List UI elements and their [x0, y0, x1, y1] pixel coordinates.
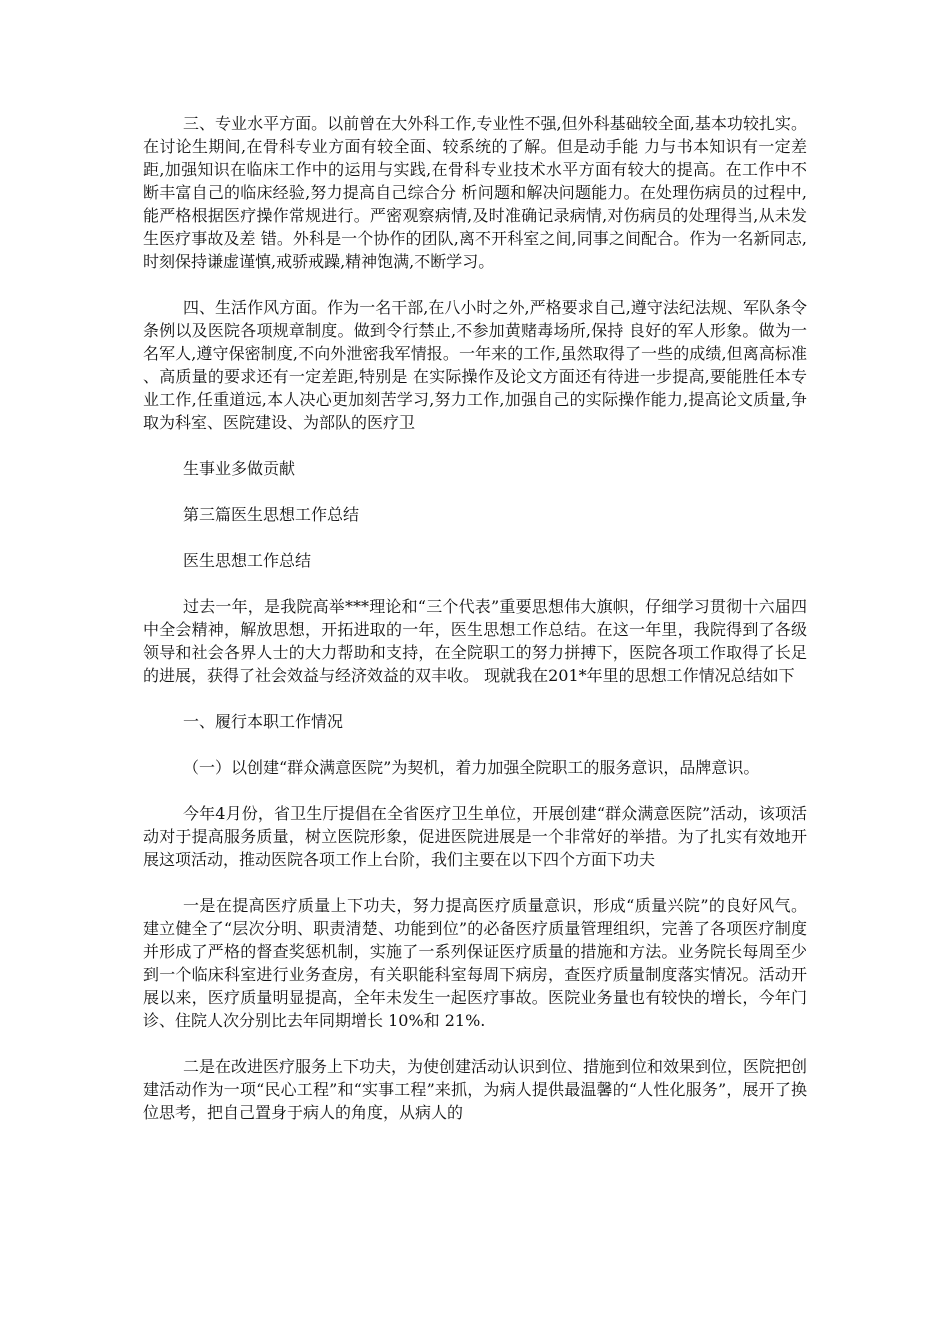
paragraph-continuation: 生事业多做贡献 [183, 459, 296, 478]
paragraph-professional-level: 三、专业水平方面。以前曾在大外科工作,专业性不强,但外科基础较全面,基本功较扎实。在讨论生期间,在骨科专业方面有较全面、较系统的了解。但是动手能 力与书本知识有一定差距,加强知识在临床工作中的运用与实践,在骨科专业技术水平方面有较大的提高。在工作中不断丰富自己的临床经验,努力提高自己综合分 析问题和解决问题能力。在处理伤病员的过程中,能严格根据医疗操作常规进行。严密观察病情,及时准确记录病情,对伤病员的处理得当,从未发生医疗事故及差 错。外科是一个协作的团队,离不开科室之间,同事之间配合。作为一名新同志,时刻保持谦虚谨慎,戒骄戒躁,精神饱满,不断学习。 [143, 114, 807, 271]
paragraph-april: 今年4月份，省卫生厅提倡在全省医疗卫生单位，开展创建“群众满意医院”活动，该项活动对于提高服务质量，树立医院形象，促进医院进展是一个非常好的举措。为了扎实有效地开展这项活动，推动医院各项工作上台阶，我们主要在以下四个方面下功夫 [143, 804, 807, 869]
paragraph-intro: 过去一年，是我院高举***理论和“三个代表”重要思想伟大旗帜，仔细学习贯彻十六届四中全会精神，解放思想，开拓进取的一年，医生思想工作总结。在这一年里，我院得到了各级领导和社会各界人士的大力帮助和支持，在全院职工的努力拼搏下，医院各项工作取得了长足的进展，获得了社会效益与经济效益的双丰收。 现就我在201*年里的思想工作情况总结如下 [143, 597, 807, 685]
paragraph-service: 二是在改进医疗服务上下功夫，为使创建活动认识到位、措施到位和效果到位，医院把创建活动作为一项“民心工程”和“实事工程”来抓，为病人提供最温馨的“人性化服务”，展开了换位思考，把自己置身于病人的角度，从病人的 [143, 1057, 808, 1122]
document-title: 医生思想工作总结 [183, 551, 312, 570]
paragraph-quality: 一是在提高医疗质量上下功夫，努力提高医疗质量意识，形成“质量兴院”的良好风气。建立健全了“层次分明、职责清楚、功能到位”的必备医疗质量管理组织，完善了各项医疗制度并形成了严格的督查奖惩机制，实施了一系列保证医疗质量的措施和方法。业务院长每周至少到一个临床科室进行业务查房，有关职能科室每周下病房，查医疗质量制度落实情况。活动开展以来，医疗质量明显提高，全年未发生一起医疗事故。医院业务量也有较快的增长，今年门诊、住院人次分别比去年同期增长 10%和 21%. [143, 896, 807, 1030]
section-title: 第三篇医生思想工作总结 [183, 505, 360, 524]
paragraph-item-one: （一）以创建“群众满意医院”为契机，着力加强全院职工的服务意识，品牌意识。 [183, 758, 760, 777]
paragraph-lifestyle: 四、生活作风方面。作为一名干部,在八小时之外,严格要求自己,遵守法纪法规、军队条令条例以及医院各项规章制度。做到令行禁止,不参加黄赌毒场所,保持 良好的军人形象。做为一名军人,遵守保密制度,不向外泄密我军情报。一年来的工作,虽然取得了一些的成绩,但离高标准、高质量的要求还有一定差距,特别是 在实际操作及论文方面还有待进一步提高,要能胜任本专业工作,任重道远,本人决心更加刻苦学习,努力工作,加强自己的实际操作能力,提高论文质量,争取为科室、医院建设、为部队的医疗卫 [143, 298, 807, 432]
subsection-heading: 一、履行本职工作情况 [183, 712, 344, 731]
document-page [143, 112, 807, 1147]
